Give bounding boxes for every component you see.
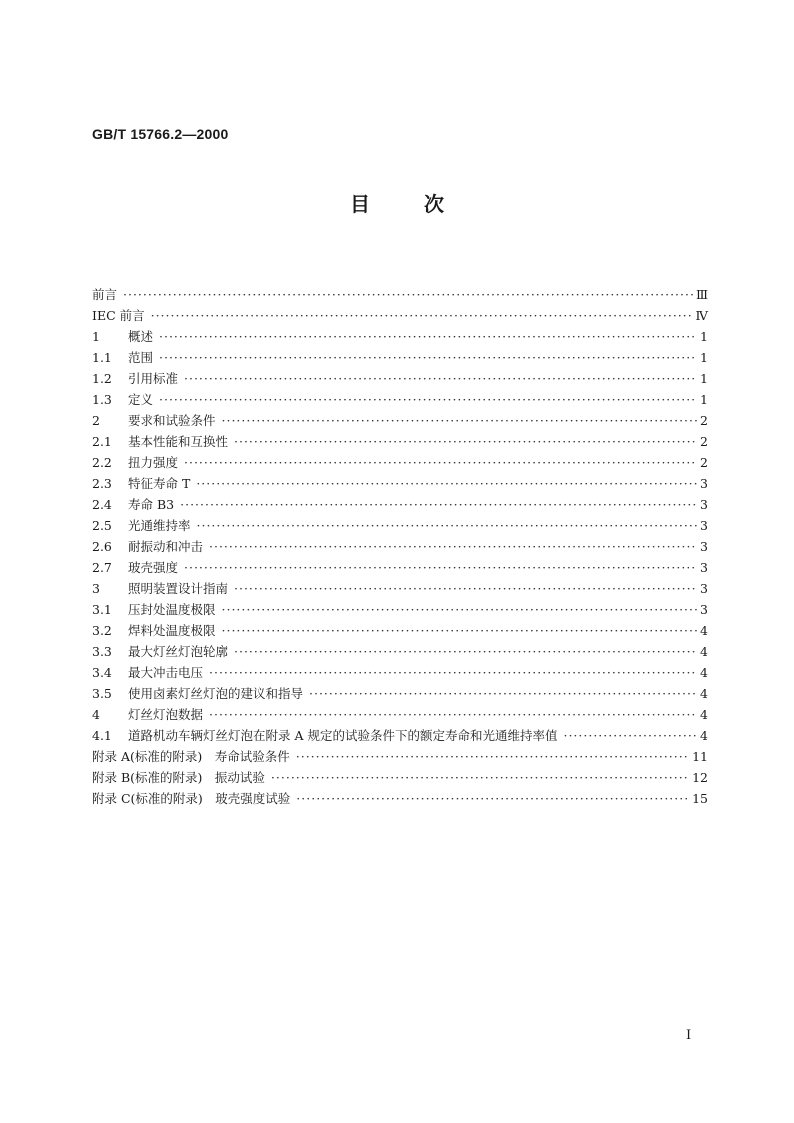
toc-entry-number: 2.4: [92, 497, 112, 512]
toc-entry-number: 3.1: [92, 602, 112, 617]
toc-entry-page: 4: [700, 665, 708, 680]
toc-entry[interactable]: [92, 788, 708, 809]
toc-entry[interactable]: [92, 410, 708, 431]
toc-dot-leader: [159, 347, 697, 368]
toc-entry[interactable]: [92, 704, 708, 725]
toc-dot-leader: [234, 578, 697, 599]
toc-entry-number: 2.5: [92, 518, 112, 533]
toc-entry[interactable]: [92, 368, 708, 389]
toc-entry[interactable]: [92, 326, 708, 347]
toc-entry[interactable]: [92, 389, 708, 410]
toc-entry[interactable]: [92, 683, 708, 704]
toc-entry-number: 1.1: [92, 350, 112, 365]
toc-entry-page: 3: [700, 476, 708, 491]
toc-entry[interactable]: [92, 578, 708, 599]
toc-entry[interactable]: [92, 536, 708, 557]
toc-entry-number: 4: [92, 707, 100, 722]
toc-entry[interactable]: [92, 641, 708, 662]
toc-entry-page: 3: [700, 539, 708, 554]
toc-dot-leader: [196, 473, 697, 494]
toc-entry-page: 2: [700, 434, 708, 449]
toc-entry-page: 3: [700, 518, 708, 533]
toc-entry-number: 3.4: [92, 665, 112, 680]
toc-entry[interactable]: [92, 284, 708, 305]
toc-entry[interactable]: [92, 305, 708, 326]
page-number: I: [686, 1028, 692, 1043]
toc-dot-leader: [123, 284, 693, 305]
toc-entry-page: 4: [700, 644, 708, 659]
toc-entry[interactable]: [92, 746, 708, 767]
toc-entry-page: 4: [700, 623, 708, 638]
toc-entry-label: 耐振动和冲击: [128, 539, 204, 554]
toc-entry-label: 灯丝灯泡数据: [128, 707, 204, 722]
toc-dot-leader: [222, 599, 697, 620]
toc-entry-label: 附录 A(标准的附录) 寿命试验条件: [92, 749, 290, 764]
toc-dot-leader: [234, 431, 697, 452]
toc-dot-leader: [209, 536, 697, 557]
toc-entry[interactable]: [92, 347, 708, 368]
standard-code: GB/T 15766.2—2000: [92, 126, 229, 142]
toc-entry-number: 3.2: [92, 623, 112, 638]
toc-entry-page: 4: [700, 707, 708, 722]
toc-entry-label: 定义: [128, 392, 154, 407]
toc-entry-label: IEC 前言: [92, 308, 145, 323]
toc-dot-leader: [159, 389, 697, 410]
toc-entry-number: 2.1: [92, 434, 112, 449]
toc-entry-page: 11: [692, 749, 708, 764]
toc-entry-page: 2: [700, 455, 708, 470]
toc-entry-number: 1: [92, 329, 100, 344]
toc-entry-label: 前言: [92, 287, 118, 302]
toc-dot-leader: [151, 305, 693, 326]
toc-entry-number: 2.7: [92, 560, 112, 575]
toc-entry-page: 1: [700, 392, 708, 407]
toc-entry-page: 3: [700, 581, 708, 596]
toc-entry-page: Ⅳ: [695, 308, 708, 323]
toc-entry-number: 2.3: [92, 476, 112, 491]
toc-entry[interactable]: [92, 767, 708, 788]
toc-entry-label: 寿命 B3: [128, 497, 175, 512]
toc-entry-label: 压封处温度极限: [128, 602, 216, 617]
toc-entry-label: 最大灯丝灯泡轮廓: [128, 644, 229, 659]
toc-entry-label: 最大冲击电压: [128, 665, 204, 680]
toc-entry-label: 特征寿命 T: [128, 476, 191, 491]
toc-entry-label: 附录 C(标准的附录) 玻壳强度试验: [92, 791, 291, 806]
toc-entry-page: 1: [700, 350, 708, 365]
toc-entry-page: Ⅲ: [695, 287, 708, 302]
toc-dot-leader: [296, 788, 689, 809]
toc-dot-leader: [222, 620, 697, 641]
toc-entry[interactable]: [92, 494, 708, 515]
toc-dot-leader: [234, 641, 697, 662]
toc-entry[interactable]: [92, 599, 708, 620]
toc-dot-leader: [184, 368, 697, 389]
toc-entry-number: 2.2: [92, 455, 112, 470]
toc-entry-number: 1.3: [92, 392, 112, 407]
toc-dot-leader: [309, 683, 697, 704]
toc-entry-page: 3: [700, 560, 708, 575]
toc-dot-leader: [209, 662, 697, 683]
toc-entry[interactable]: [92, 662, 708, 683]
toc-entry-label: 照明装置设计指南: [128, 581, 229, 596]
toc-entry-label: 概述: [128, 329, 154, 344]
toc-dot-leader: [184, 557, 697, 578]
toc-dot-leader: [222, 410, 697, 431]
toc-entry-label: 范围: [128, 350, 154, 365]
toc-entry-label: 扭力强度: [128, 455, 179, 470]
toc-dot-leader: [209, 704, 697, 725]
toc-dot-leader: [159, 326, 697, 347]
toc-entry-label: 使用卤素灯丝灯泡的建议和指导: [128, 686, 304, 701]
toc-entry-page: 4: [700, 686, 708, 701]
toc-entry-number: 3.3: [92, 644, 112, 659]
toc-dot-leader: [184, 452, 697, 473]
toc-entry-number: 4.1: [92, 728, 112, 743]
toc-entry-label: 引用标准: [128, 371, 179, 386]
toc-entry-number: 3: [92, 581, 100, 596]
toc-entry-number: 2.6: [92, 539, 112, 554]
toc-entry[interactable]: [92, 620, 708, 641]
page-title: 目次: [350, 192, 498, 216]
toc-entry-page: 15: [692, 791, 708, 806]
toc-entry-page: 12: [692, 770, 708, 785]
toc-dot-leader: [271, 767, 689, 788]
toc-entry-page: 1: [700, 371, 708, 386]
toc-entry[interactable]: [92, 452, 708, 473]
toc-entry[interactable]: [92, 557, 708, 578]
toc-entry-page: 2: [700, 413, 708, 428]
table-of-contents: [92, 284, 708, 809]
toc-entry-label: 要求和试验条件: [128, 413, 216, 428]
toc-entry-label: 焊料处温度极限: [128, 623, 216, 638]
toc-dot-leader: [563, 725, 697, 746]
toc-entry-label: 道路机动车辆灯丝灯泡在附录 A 规定的试验条件下的额定寿命和光通维持率值: [128, 728, 558, 743]
toc-entry-number: 3.5: [92, 686, 112, 701]
toc-entry-label: 附录 B(标准的附录) 振动试验: [92, 770, 265, 785]
toc-dot-leader: [180, 494, 697, 515]
toc-entry-number: 2: [92, 413, 100, 428]
toc-entry-page: 4: [700, 728, 708, 743]
toc-entry-page: 3: [700, 497, 708, 512]
toc-entry-page: 1: [700, 329, 708, 344]
toc-entry-label: 基本性能和互换性: [128, 434, 229, 449]
toc-dot-leader: [197, 515, 697, 536]
toc-entry-label: 光通维持率: [128, 518, 191, 533]
toc-entry-label: 玻壳强度: [128, 560, 179, 575]
toc-entry-number: 1.2: [92, 371, 112, 386]
toc-entry[interactable]: [92, 473, 708, 494]
toc-entry-page: 3: [700, 602, 708, 617]
toc-dot-leader: [296, 746, 689, 767]
toc-entry[interactable]: [92, 515, 708, 536]
toc-entry[interactable]: [92, 431, 708, 452]
toc-entry[interactable]: [92, 725, 708, 746]
